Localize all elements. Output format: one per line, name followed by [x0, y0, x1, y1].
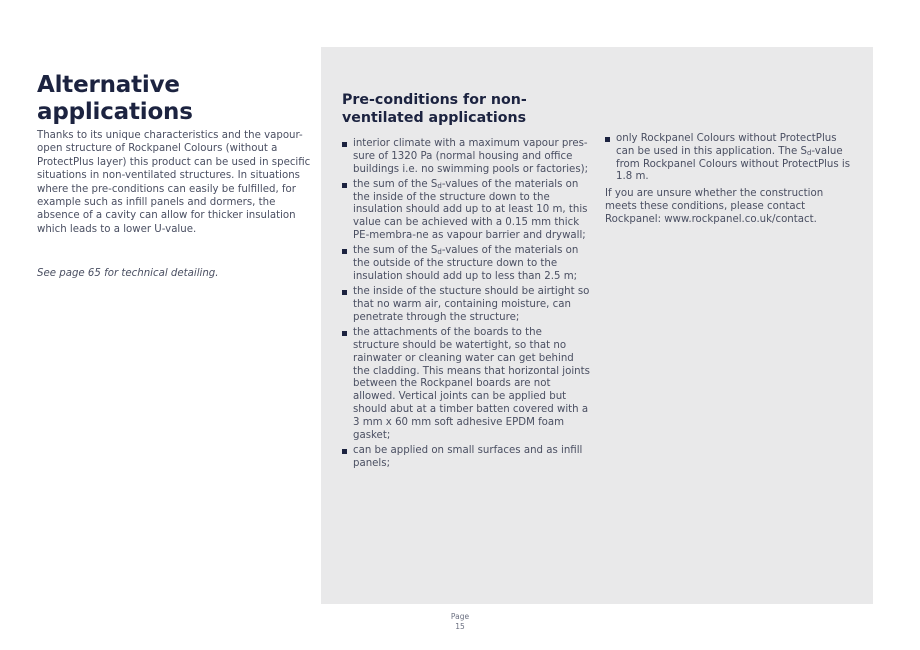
list-item: can be applied on small surfaces and as infill panels; [342, 445, 590, 471]
left-column [37, 72, 312, 280]
list-item: only Rockpanel Colours without ProtectPlus can be used in this application. The $S_d$-value from Rockpanel Colours without ProtectPlus is 1.8 m. [605, 133, 855, 184]
square-bullet-icon [342, 183, 347, 188]
square-bullet-icon [342, 249, 347, 254]
conditions-list-continued [605, 133, 855, 184]
square-bullet-icon [342, 142, 347, 147]
conditions-column-1 [342, 92, 590, 473]
square-bullet-icon [342, 449, 347, 454]
square-bullet-icon [342, 331, 347, 336]
contact-paragraph: If you are unsure whether the construction meets these conditions, please contact Rockpanel: www.rockpanel.co.uk/contact. [605, 188, 824, 225]
conditions-list [342, 138, 590, 470]
list-item: the attachments of the boards to the structure should be watertight, so that no rainwater or cleaning water can get behind the cladding. This means that horizontal joints between the Rockpanel boards are not allowed. Vertical joints can be applied but should abut at a timber batten covered with a 3 mm x 60 mm soft adhesive EPDM foam gasket; [342, 327, 590, 442]
square-bullet-icon [342, 290, 347, 295]
list-item: interior climate with a maximum vapour pres-sure of 1320 Pa (normal housing and office buildings i.e. no swimming pools or factories); [342, 138, 590, 176]
list-item: the inside of the stucture should be airtight so that no warm air, containing moisture, can penetrate through the structure; [342, 286, 590, 324]
page-label: Page [450, 612, 470, 621]
page-number: 15 [455, 621, 465, 631]
technical-detailing-reference: See page 65 for technical detailing. [37, 268, 219, 280]
page-title: Alternative applications [37, 72, 193, 125]
intro-paragraph: Thanks to its unique characteristics and the vapour-open structure of Rockpanel Colours (without a ProtectPlus layer) this product can be used in specific situations in non-ventilated structures. In situations where the pre-conditions can easily be fulfilled, for example such as infill panels and dormers, the absence of a cavity can allow for thicker insulation which leads to a lower U-value. [37, 130, 311, 235]
conditions-title: Pre-conditions for non-ventilated applications [342, 92, 527, 126]
square-bullet-icon [605, 137, 610, 142]
list-item: the sum of the $S_d$-values of the materials on the inside of the structure down to the insulation should add up to at least 10 m, this value can be achieved with a 0.15 mm thick PE-membra-ne as vapour barrier and drywall; [342, 179, 590, 243]
page-footer [420, 612, 500, 631]
conditions-column-2 [605, 133, 855, 227]
list-item: the sum of the $S_d$-values of the materials on the outside of the structure down to the insulation should add up to less than 2.5 m; [342, 245, 590, 283]
